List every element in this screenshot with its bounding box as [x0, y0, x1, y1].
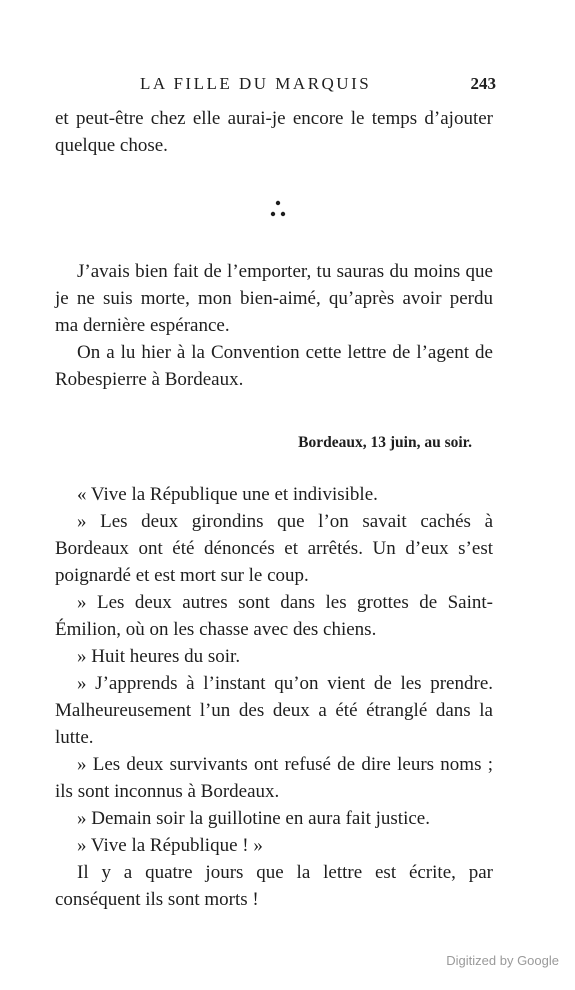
asterism-separator	[263, 198, 293, 222]
paragraph-continuation: et peut-être chez elle aurai-je encore le temps d’ajouter quelque chose.	[55, 108, 493, 156]
digitized-credit: Digitized by Google	[446, 953, 559, 968]
letter-line: » Demain soir la guillotine en aura fait justice.	[77, 808, 430, 829]
page-number: 243	[470, 74, 496, 93]
letter-dateline: Bordeaux, 13 juin, au soir.	[298, 434, 472, 451]
running-title: LA FILLE DU MARQUIS	[140, 74, 372, 93]
letter-line: « Vive la République une et indivisible.	[77, 484, 378, 505]
letter-line: » J’apprends à l’instant qu’on vient de les prendre. Malheureusement l’un des deux a été étranglé dans la lutte.	[55, 673, 493, 748]
closing-paragraph: Il y a quatre jours que la lettre est écrite, par conséquent ils sont morts !	[55, 862, 493, 910]
letter-line: » Les deux girondins que l’on savait cachés à Bordeaux ont été dénoncés et arrêtés. Un d’eux s’est poignardé et est mort sur le coup.	[55, 511, 493, 586]
paragraph-emporter: J’avais bien fait de l’emporter, tu sauras du moins que je ne suis morte, mon bien-aimé, qu’après avoir perdu ma dernière espérance.	[55, 261, 493, 336]
letter-line: » Huit heures du soir.	[77, 646, 241, 667]
paragraph-convention: On a lu hier à la Convention cette lettre de l’agent de Robespierre à Bordeaux.	[55, 342, 493, 390]
asterism-stars	[271, 201, 285, 216]
running-head	[140, 74, 500, 96]
letter-line: » Vive la République ! »	[77, 835, 263, 856]
letter-line: » Les deux survivants ont refusé de dire leurs noms ; ils sont inconnus à Bordeaux.	[55, 754, 493, 802]
letter-line: » Les deux autres sont dans les grottes de Saint-Émilion, où on les chasse avec des chiens.	[55, 592, 493, 640]
